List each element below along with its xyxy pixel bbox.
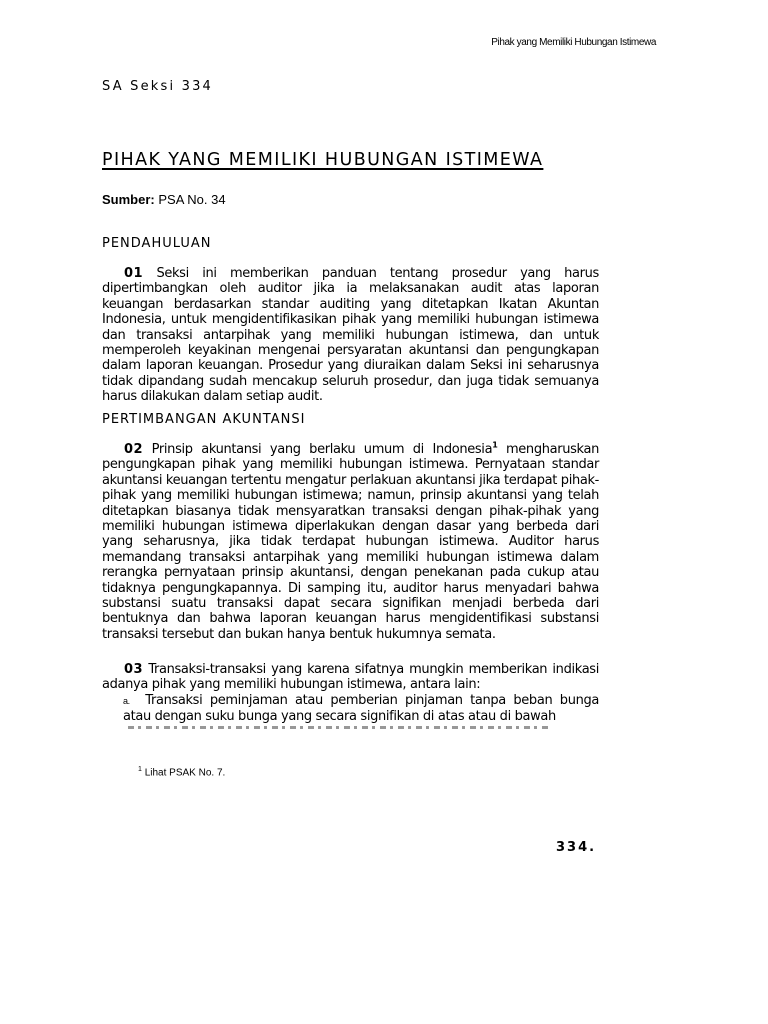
document-title: PIHAK YANG MEMILIKI HUBUNGAN ISTIMEWA: [102, 150, 544, 170]
list-marker: a.: [123, 696, 130, 706]
paragraph-01: [102, 266, 599, 405]
paragraph-text: Prinsip akuntansi yang berlaku umum di Indonesia: [151, 442, 493, 457]
footnote-reference[interactable]: 1: [492, 440, 498, 450]
paragraph-text: Seksi ini memberikan panduan tentang prosedur yang harus dipertimbangkan oleh auditor jika ia melaksanakan audit atas laporan keuangan berdasarkan standar auditing yang ditetapkan Ikatan Akuntan Indonesia, untuk mengidentifikasikan pihak yang memiliki hubungan istimewa dan transaksi antarpihak yang memiliki hubungan istimewa, dan untuk memperoleh keyakinan mengenai persyaratan akuntansi dan pengungkapan dalam laporan keuangan. Prosedur yang diuraikan dalam Seksi ini seharusnya tidak dipandang sudah mencakup seluruh prosedur, dan juga tidak semuanya harus dilakukan dalam setiap audit.: [102, 266, 599, 405]
source-label: Sumber:: [102, 192, 155, 207]
footnote: [138, 766, 225, 778]
source-line: [102, 192, 226, 207]
list-item-text: Transaksi peminjaman atau pemberian pinjaman tanpa beban bunga atau dengan suku bunga yang secara signifikan di atas atau di bawah: [123, 693, 599, 723]
list-item: [123, 693, 599, 723]
cropped-text-line: [123, 726, 599, 730]
running-header: Pihak yang Memiliki Hubungan Istimewa: [491, 37, 656, 48]
footnote-number: 1: [138, 766, 142, 773]
page-number: 334.: [556, 840, 597, 855]
paragraph-number: 01: [124, 266, 144, 281]
footnote-text: Lihat PSAK No. 7.: [144, 767, 226, 779]
paragraph-number: 02: [124, 442, 144, 457]
paragraph-03: [102, 662, 599, 693]
heading-pertimbangan-akuntansi: PERTIMBANGAN AKUNTANSI: [102, 412, 306, 427]
paragraph-number: 03: [124, 662, 144, 677]
section-id: SA Seksi 334: [102, 79, 214, 94]
paragraph-02: [102, 442, 599, 642]
source-value: PSA No. 34: [158, 192, 226, 207]
paragraph-text: Transaksi-transaksi yang karena sifatnya mungkin memberikan indikasi adanya pihak yang memiliki hubungan istimewa, antara lain:: [102, 662, 599, 693]
heading-pendahuluan: PENDAHULUAN: [102, 236, 212, 251]
paragraph-text-continued: mengharuskan pengungkapan pihak yang memiliki hubungan istimewa. Pernyataan standar akuntansi keuangan tertentu mengatur perlakuan akuntansi jika terdapat pihak-pihak yang memiliki hubungan istimewa; namun, prinsip akuntansi yang telah ditetapkan biasanya tidak mensyaratkan transaksi dengan pihak-pihak yang memiliki hubungan istimewa diperlakukan dengan dasar yang berbeda dari yang seharusnya, jika tidak terdapat hubungan istimewa. Auditor harus memandang transaksi antarpihak yang memiliki hubungan istimewa dalam rerangka pernyataan prinsip akuntansi, dengan penekanan pada cukup atau tidaknya pengungkapannya. Di samping itu, auditor harus menyadari bahwa substansi suatu transaksi dapat secara signifikan menjadi berbeda dari bentuknya dan bahwa laporan keuangan harus mengidentifikasi substansi transaksi tersebut dan bukan hanya bentuk hukumnya semata.: [102, 442, 599, 642]
